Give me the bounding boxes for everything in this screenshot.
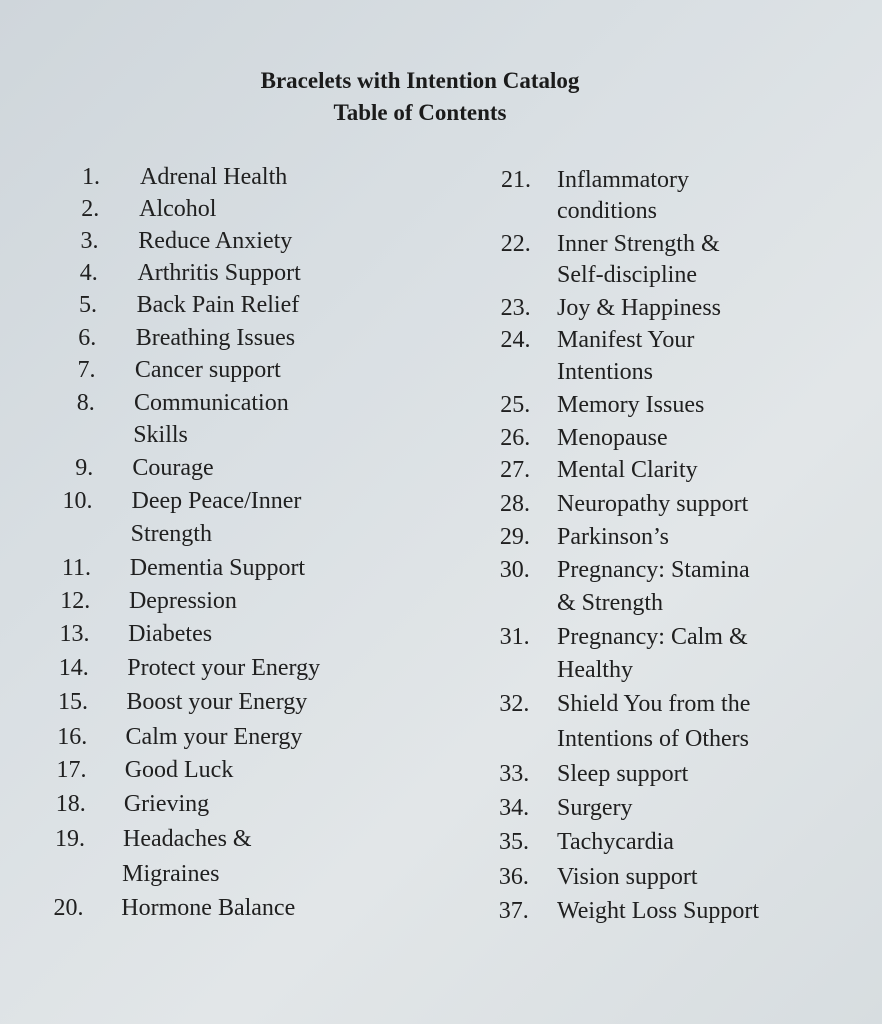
toc-entry-label: conditions bbox=[557, 198, 657, 224]
toc-entry-number: 10. bbox=[62, 488, 93, 514]
toc-entry-number: 34. bbox=[499, 795, 530, 821]
toc-entry-label: Courage bbox=[132, 455, 214, 481]
toc-entry-label: Healthy bbox=[557, 657, 633, 683]
toc-entry-number: 2. bbox=[81, 196, 100, 222]
toc-entry-label: Parkinson’s bbox=[557, 524, 670, 550]
toc-entry-label: Alcohol bbox=[139, 196, 217, 222]
toc-entry-number: 11. bbox=[61, 555, 91, 581]
toc-entry-label: Mental Clarity bbox=[557, 457, 698, 483]
toc-entry-label: Cancer support bbox=[134, 357, 281, 383]
toc-entry-label: Breathing Issues bbox=[135, 325, 296, 351]
toc-entry-label: Communication bbox=[134, 390, 289, 416]
toc-entry-number: 7. bbox=[77, 357, 96, 383]
toc-entry-number: 31. bbox=[499, 624, 530, 650]
toc-entry-number: 35. bbox=[499, 829, 529, 855]
toc-entry-label: Dementia Support bbox=[129, 555, 306, 581]
toc-entry-label: Back Pain Relief bbox=[136, 292, 300, 318]
toc-entry-number: 37. bbox=[498, 898, 529, 924]
toc-entry-number: 33. bbox=[499, 761, 530, 787]
toc-entry-number: 27. bbox=[500, 457, 531, 483]
toc-entry-number: 4. bbox=[79, 260, 98, 286]
toc-entry-label: Vision support bbox=[557, 864, 698, 890]
toc-entry-label: Protect your Energy bbox=[127, 655, 321, 681]
toc-entry-number: 19. bbox=[55, 826, 85, 852]
catalog-title: Bracelets with Intention Catalog bbox=[260, 68, 580, 93]
toc-entry-number: 8. bbox=[76, 390, 95, 416]
toc-entry-label: Grieving bbox=[123, 791, 210, 817]
toc-entry-label: Diabetes bbox=[128, 621, 213, 647]
toc-entry-label: Depression bbox=[128, 588, 237, 614]
toc-entry-label: Hormone Balance bbox=[121, 895, 296, 921]
toc-entry-label: Surgery bbox=[557, 795, 633, 821]
toc-entry-label: Boost your Energy bbox=[126, 689, 308, 715]
toc-entry-number: 6. bbox=[78, 325, 97, 351]
toc-entry-number: 14. bbox=[58, 655, 89, 681]
toc-entry-label: Arthritis Support bbox=[137, 260, 301, 286]
toc-entry-label: Neuropathy support bbox=[557, 491, 749, 517]
toc-entry-label: Manifest Your bbox=[557, 327, 695, 353]
toc-entry-label: Deep Peace/Inner bbox=[131, 488, 302, 514]
toc-entry-label: Skills bbox=[133, 422, 188, 448]
toc-entry-number: 17. bbox=[56, 757, 87, 783]
toc-entry-number: 18. bbox=[55, 791, 86, 817]
toc-entry-number: 1. bbox=[82, 164, 100, 190]
toc-entry-number: 32. bbox=[499, 691, 530, 717]
toc-entry-label: Calm your Energy bbox=[125, 724, 303, 750]
toc-entry-number: 16. bbox=[57, 724, 88, 750]
toc-entry-number: 12. bbox=[60, 588, 91, 614]
toc-entry-label: Pregnancy: Calm & bbox=[557, 624, 748, 650]
toc-entry-label: Intentions of Others bbox=[557, 726, 749, 752]
toc-entry-number: 20. bbox=[53, 895, 84, 921]
toc-entry-label: Good Luck bbox=[124, 757, 234, 783]
toc-entry-number: 13. bbox=[59, 621, 90, 647]
toc-entry-label: & Strength bbox=[557, 590, 663, 616]
toc-entry-number: 25. bbox=[500, 392, 531, 418]
toc-entry-number: 29. bbox=[499, 524, 530, 550]
toc-entry-number: 15. bbox=[58, 689, 88, 715]
toc-entry-number: 36. bbox=[498, 864, 529, 890]
toc-entry-label: Inflammatory bbox=[557, 167, 689, 193]
toc-entry-label: Menopause bbox=[557, 425, 668, 451]
toc-entry-number: 23. bbox=[500, 295, 531, 321]
toc-entry-number: 9. bbox=[75, 455, 94, 481]
toc-entry-label: Memory Issues bbox=[557, 392, 705, 418]
toc-entry-number: 22. bbox=[500, 231, 531, 257]
toc-entry-label: Pregnancy: Stamina bbox=[557, 557, 750, 583]
toc-entry-number: 24. bbox=[500, 327, 531, 353]
toc-entry-label: Tachycardia bbox=[557, 829, 674, 855]
toc-entry-number: 3. bbox=[80, 228, 99, 254]
toc-entry-label: Migraines bbox=[122, 861, 220, 887]
toc-entry-label: Reduce Anxiety bbox=[138, 228, 293, 254]
toc-entry-label: Intentions bbox=[557, 359, 653, 385]
toc-entry-number: 28. bbox=[500, 491, 530, 517]
toc-entry-number: 30. bbox=[499, 557, 530, 583]
toc-entry-label: Sleep support bbox=[557, 761, 689, 787]
toc-entry-number: 21. bbox=[501, 167, 531, 193]
toc-entry-label: Weight Loss Support bbox=[557, 898, 760, 924]
table-of-contents-heading: Table of Contents bbox=[333, 100, 507, 125]
toc-entry-label: Inner Strength & bbox=[557, 231, 720, 257]
toc-entry-label: Headaches & bbox=[123, 826, 252, 852]
toc-entry-label: Self-discipline bbox=[557, 262, 697, 288]
toc-entry-number: 26. bbox=[500, 425, 531, 451]
toc-entry-label: Strength bbox=[130, 521, 212, 547]
toc-entry-number: 5. bbox=[79, 292, 97, 318]
toc-entry-label: Shield You from the bbox=[557, 691, 751, 717]
toc-entry-label: Adrenal Health bbox=[140, 164, 288, 190]
toc-entry-label: Joy & Happiness bbox=[557, 295, 721, 321]
